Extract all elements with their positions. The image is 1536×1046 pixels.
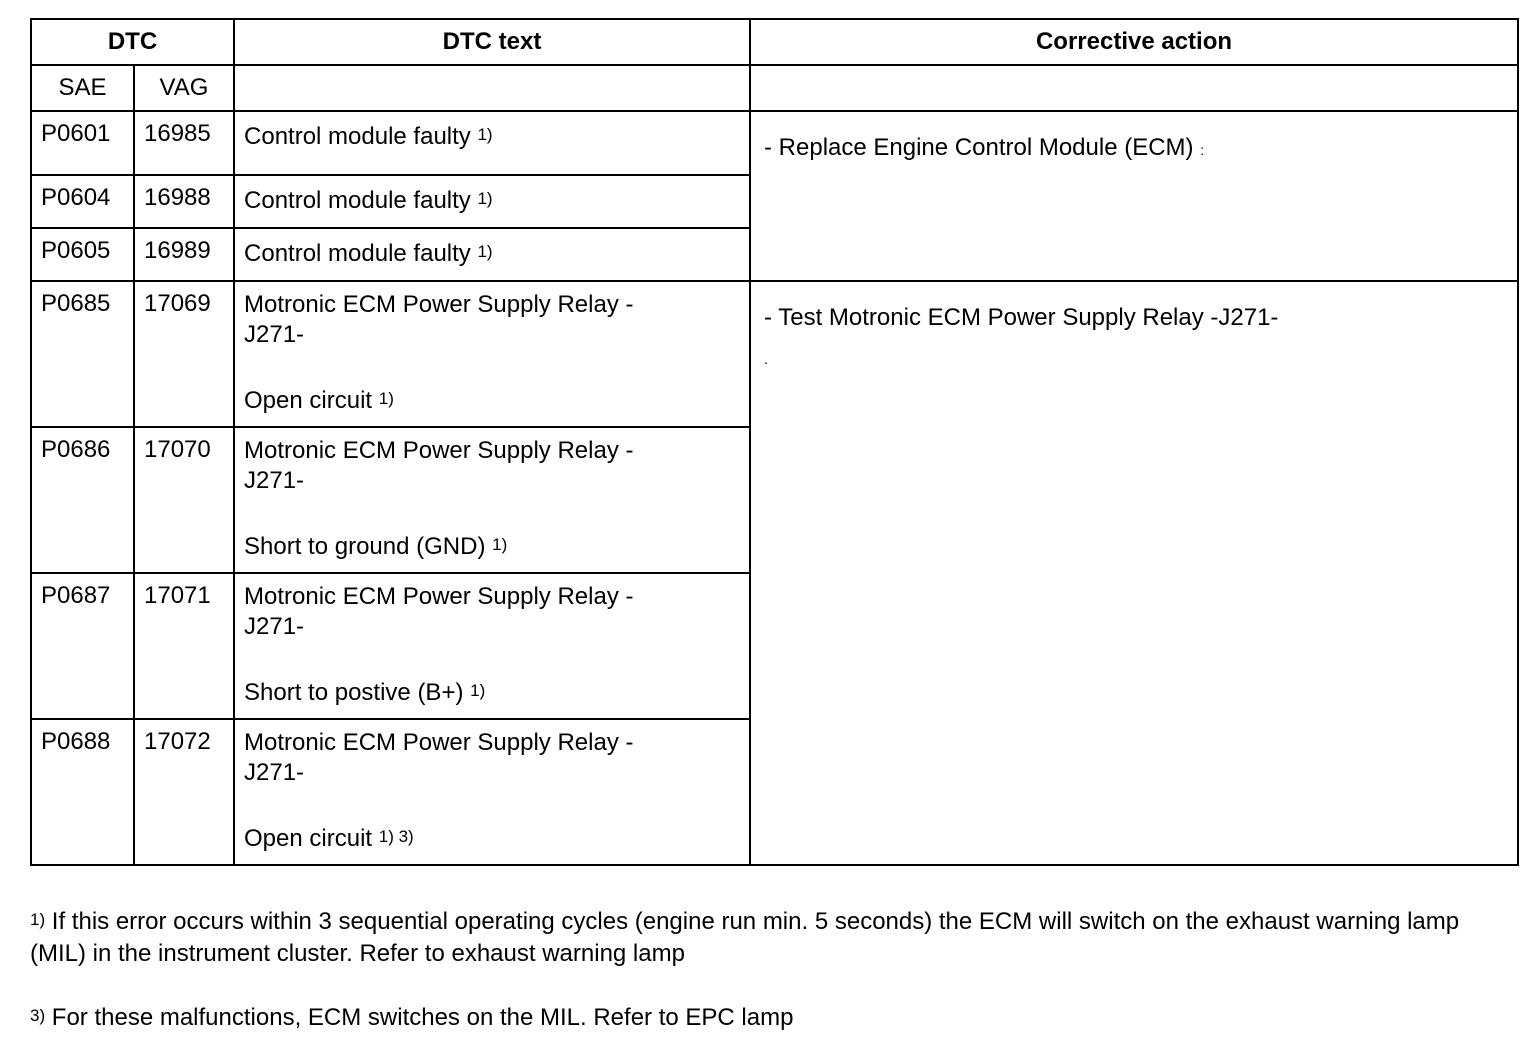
footnote-text: For these malfunctions, ECM switches on the MIL. Refer to EPC lamp <box>45 1004 794 1031</box>
footnote-ref: 1) <box>378 389 394 408</box>
dtc-text-cell <box>234 175 750 228</box>
vag-code: 17070 <box>134 427 234 573</box>
dtc-text-cell <box>234 719 750 865</box>
header-vag: VAG <box>134 65 234 111</box>
dtc-text-condition: Short to ground (GND) <box>244 533 486 560</box>
corrective-action-cell <box>750 111 1518 281</box>
corrective-action-text: - Test Motronic ECM Power Supply Relay -J271- <box>764 304 1279 331</box>
footnote-ref: 1) <box>477 242 493 261</box>
table-row <box>31 111 1518 175</box>
footnote-ref: 1) <box>470 681 486 700</box>
dtc-text-cell <box>234 228 750 281</box>
sae-code: P0687 <box>31 573 134 719</box>
dtc-text: Control module faulty <box>244 240 471 267</box>
dtc-text-cell <box>234 281 750 427</box>
sae-code: P0604 <box>31 175 134 228</box>
dtc-text: Control module faulty <box>244 187 471 214</box>
sae-code: P0688 <box>31 719 134 865</box>
vag-code: 17072 <box>134 719 234 865</box>
corrective-action-tail: . <box>764 351 768 367</box>
sae-code: P0605 <box>31 228 134 281</box>
dtc-text-condition: Open circuit <box>244 387 373 414</box>
sae-code: P0685 <box>31 281 134 427</box>
header-sae: SAE <box>31 65 134 111</box>
subheader-row <box>31 65 1518 111</box>
dtc-text-line1: Motronic ECM Power Supply Relay - <box>244 729 634 756</box>
dtc-text-line2: J271- <box>244 759 305 786</box>
dtc-text-line3 <box>244 386 741 418</box>
dtc-text-line2: J271- <box>244 613 305 640</box>
footnote-ref: 1) <box>492 535 508 554</box>
sae-code: P0686 <box>31 427 134 573</box>
vag-code: 16988 <box>134 175 234 228</box>
sae-code: P0601 <box>31 111 134 175</box>
footnote-mark: 3) <box>30 1006 46 1025</box>
footnote-text: If this error occurs within 3 sequential operating cycles (engine run min. 5 seconds) the ECM will switch on the exhaust warning lamp (MIL) in the instrument cluster. Refer to exhaust warning lamp <box>30 908 1460 967</box>
corrective-action-cell <box>750 281 1518 865</box>
dtc-text-line1: Motronic ECM Power Supply Relay - <box>244 583 634 610</box>
footnote-ref: 1) 3) <box>378 827 414 846</box>
dtc-table <box>30 18 1519 866</box>
dtc-text-cell <box>234 427 750 573</box>
dtc-text-cell <box>234 573 750 719</box>
dtc-text: Control module faulty <box>244 123 471 150</box>
footnote-3 <box>30 1003 1510 1035</box>
dtc-text-cell <box>234 111 750 175</box>
dtc-text-line1: Motronic ECM Power Supply Relay - <box>244 291 634 318</box>
subheader-empty-cell <box>750 65 1518 111</box>
vag-code: 16989 <box>134 228 234 281</box>
dtc-text-line3 <box>244 678 741 710</box>
footnote-mark: 1) <box>30 910 46 929</box>
subheader-empty-cell <box>234 65 750 111</box>
vag-code: 17071 <box>134 573 234 719</box>
dtc-text-line3 <box>244 532 741 564</box>
corrective-action-tail: : <box>1200 142 1205 158</box>
dtc-text-line2: J271- <box>244 321 305 348</box>
dtc-text-line3 <box>244 824 741 856</box>
dtc-text-condition: Short to postive (B+) <box>244 679 464 706</box>
header-dtc-text: DTC text <box>234 19 750 65</box>
dtc-text-line2: J271- <box>244 467 305 494</box>
footnote-ref: 1) <box>477 125 493 144</box>
dtc-text-condition: Open circuit <box>244 825 373 852</box>
vag-code: 16985 <box>134 111 234 175</box>
table-row <box>31 281 1518 427</box>
header-corrective-action: Corrective action <box>750 19 1518 65</box>
vag-code: 17069 <box>134 281 234 427</box>
header-row <box>31 19 1518 65</box>
footnote-ref: 1) <box>477 189 493 208</box>
corrective-action-text: - Replace Engine Control Module (ECM) <box>764 134 1194 161</box>
footnote-1 <box>30 907 1510 969</box>
header-dtc: DTC <box>31 19 234 65</box>
dtc-text-line1: Motronic ECM Power Supply Relay - <box>244 437 634 464</box>
